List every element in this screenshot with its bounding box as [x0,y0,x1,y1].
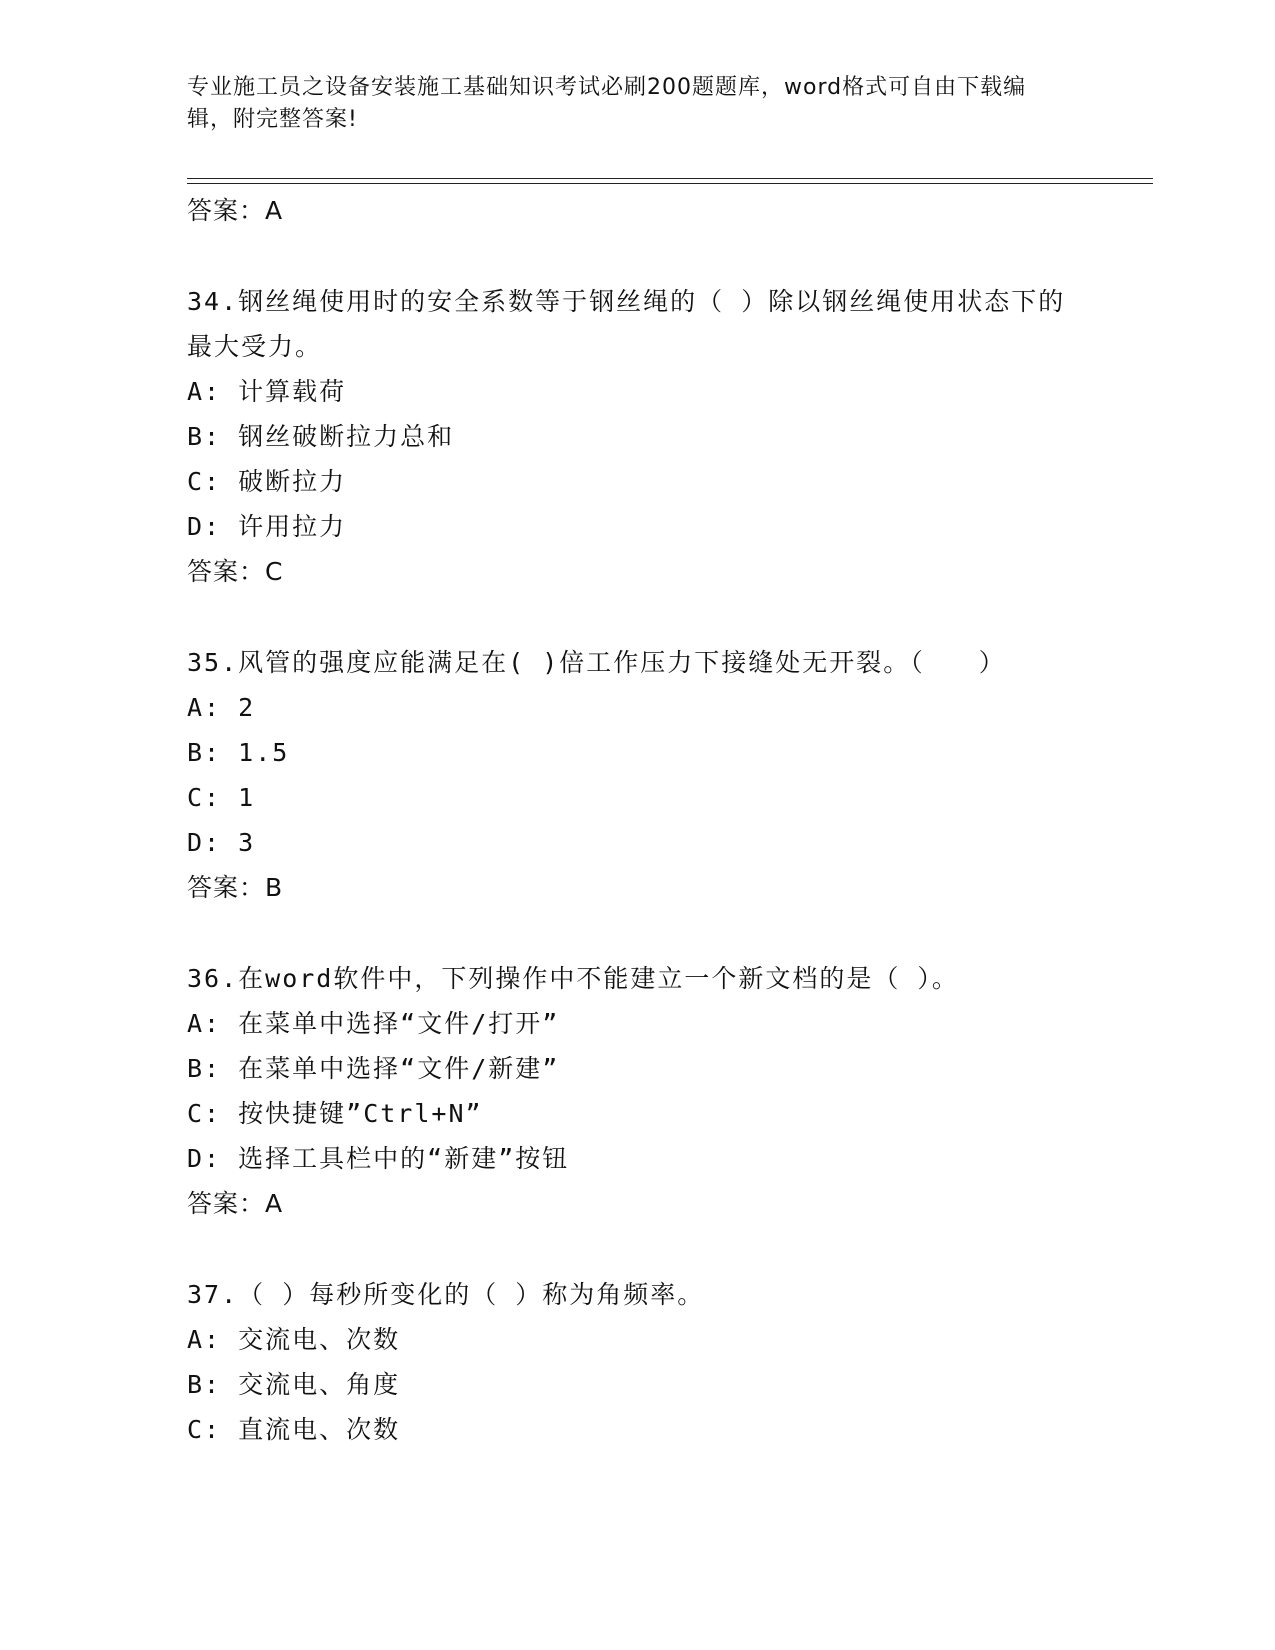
question-37 [187,1272,1087,1452]
question-36 [187,956,1087,1226]
option-b: B: 钢丝破断拉力总和 [187,422,455,451]
option-b: B: 1.5 [187,738,290,767]
option-d: D: 3 [187,828,256,857]
answer-line: 答案：C [187,557,284,586]
option-c: C: 破断拉力 [187,467,347,496]
option-b: B: 在菜单中选择“文件/新建” [187,1054,560,1083]
option-a: A: 2 [187,693,256,722]
option-b: B: 交流电、角度 [187,1370,401,1399]
page-header: 专业施工员之设备安装施工基础知识考试必刷200题题库，word格式可自由下载编辑，附完整答案! [187,75,1027,132]
option-a: A: 在菜单中选择“文件/打开” [187,1009,560,1038]
option-c: C: 按快捷键”Ctrl+N” [187,1099,483,1128]
question-34 [187,279,1087,594]
question-text: 34.钢丝绳使用时的安全系数等于钢丝绳的（ ）除以钢丝绳使用状态下的最大受力。 [187,287,1066,361]
option-d: D: 许用拉力 [187,512,347,541]
question-35 [187,640,1087,910]
option-c: C: 1 [187,783,256,812]
option-d: D: 选择工具栏中的“新建”按钮 [187,1144,570,1173]
question-text: 37.（ ）每秒所变化的（ ）称为角频率。 [187,1280,705,1309]
document-body [187,188,1087,1452]
answer-line: 答案：B [187,873,284,902]
option-a: A: 计算载荷 [187,377,347,406]
header-rule [187,183,1153,184]
option-c: C: 直流电、次数 [187,1415,401,1444]
answer-line: 答案：A [187,196,284,225]
answer-line: 答案：A [187,1189,284,1218]
header-rule [187,178,1153,179]
question-text: 35.风管的强度应能满足在( )倍工作压力下接缝处无开裂。（ ） [187,648,1006,677]
question-text: 36.在word软件中，下列操作中不能建立一个新文档的是（ ）。 [187,964,959,993]
option-a: A: 交流电、次数 [187,1325,401,1354]
